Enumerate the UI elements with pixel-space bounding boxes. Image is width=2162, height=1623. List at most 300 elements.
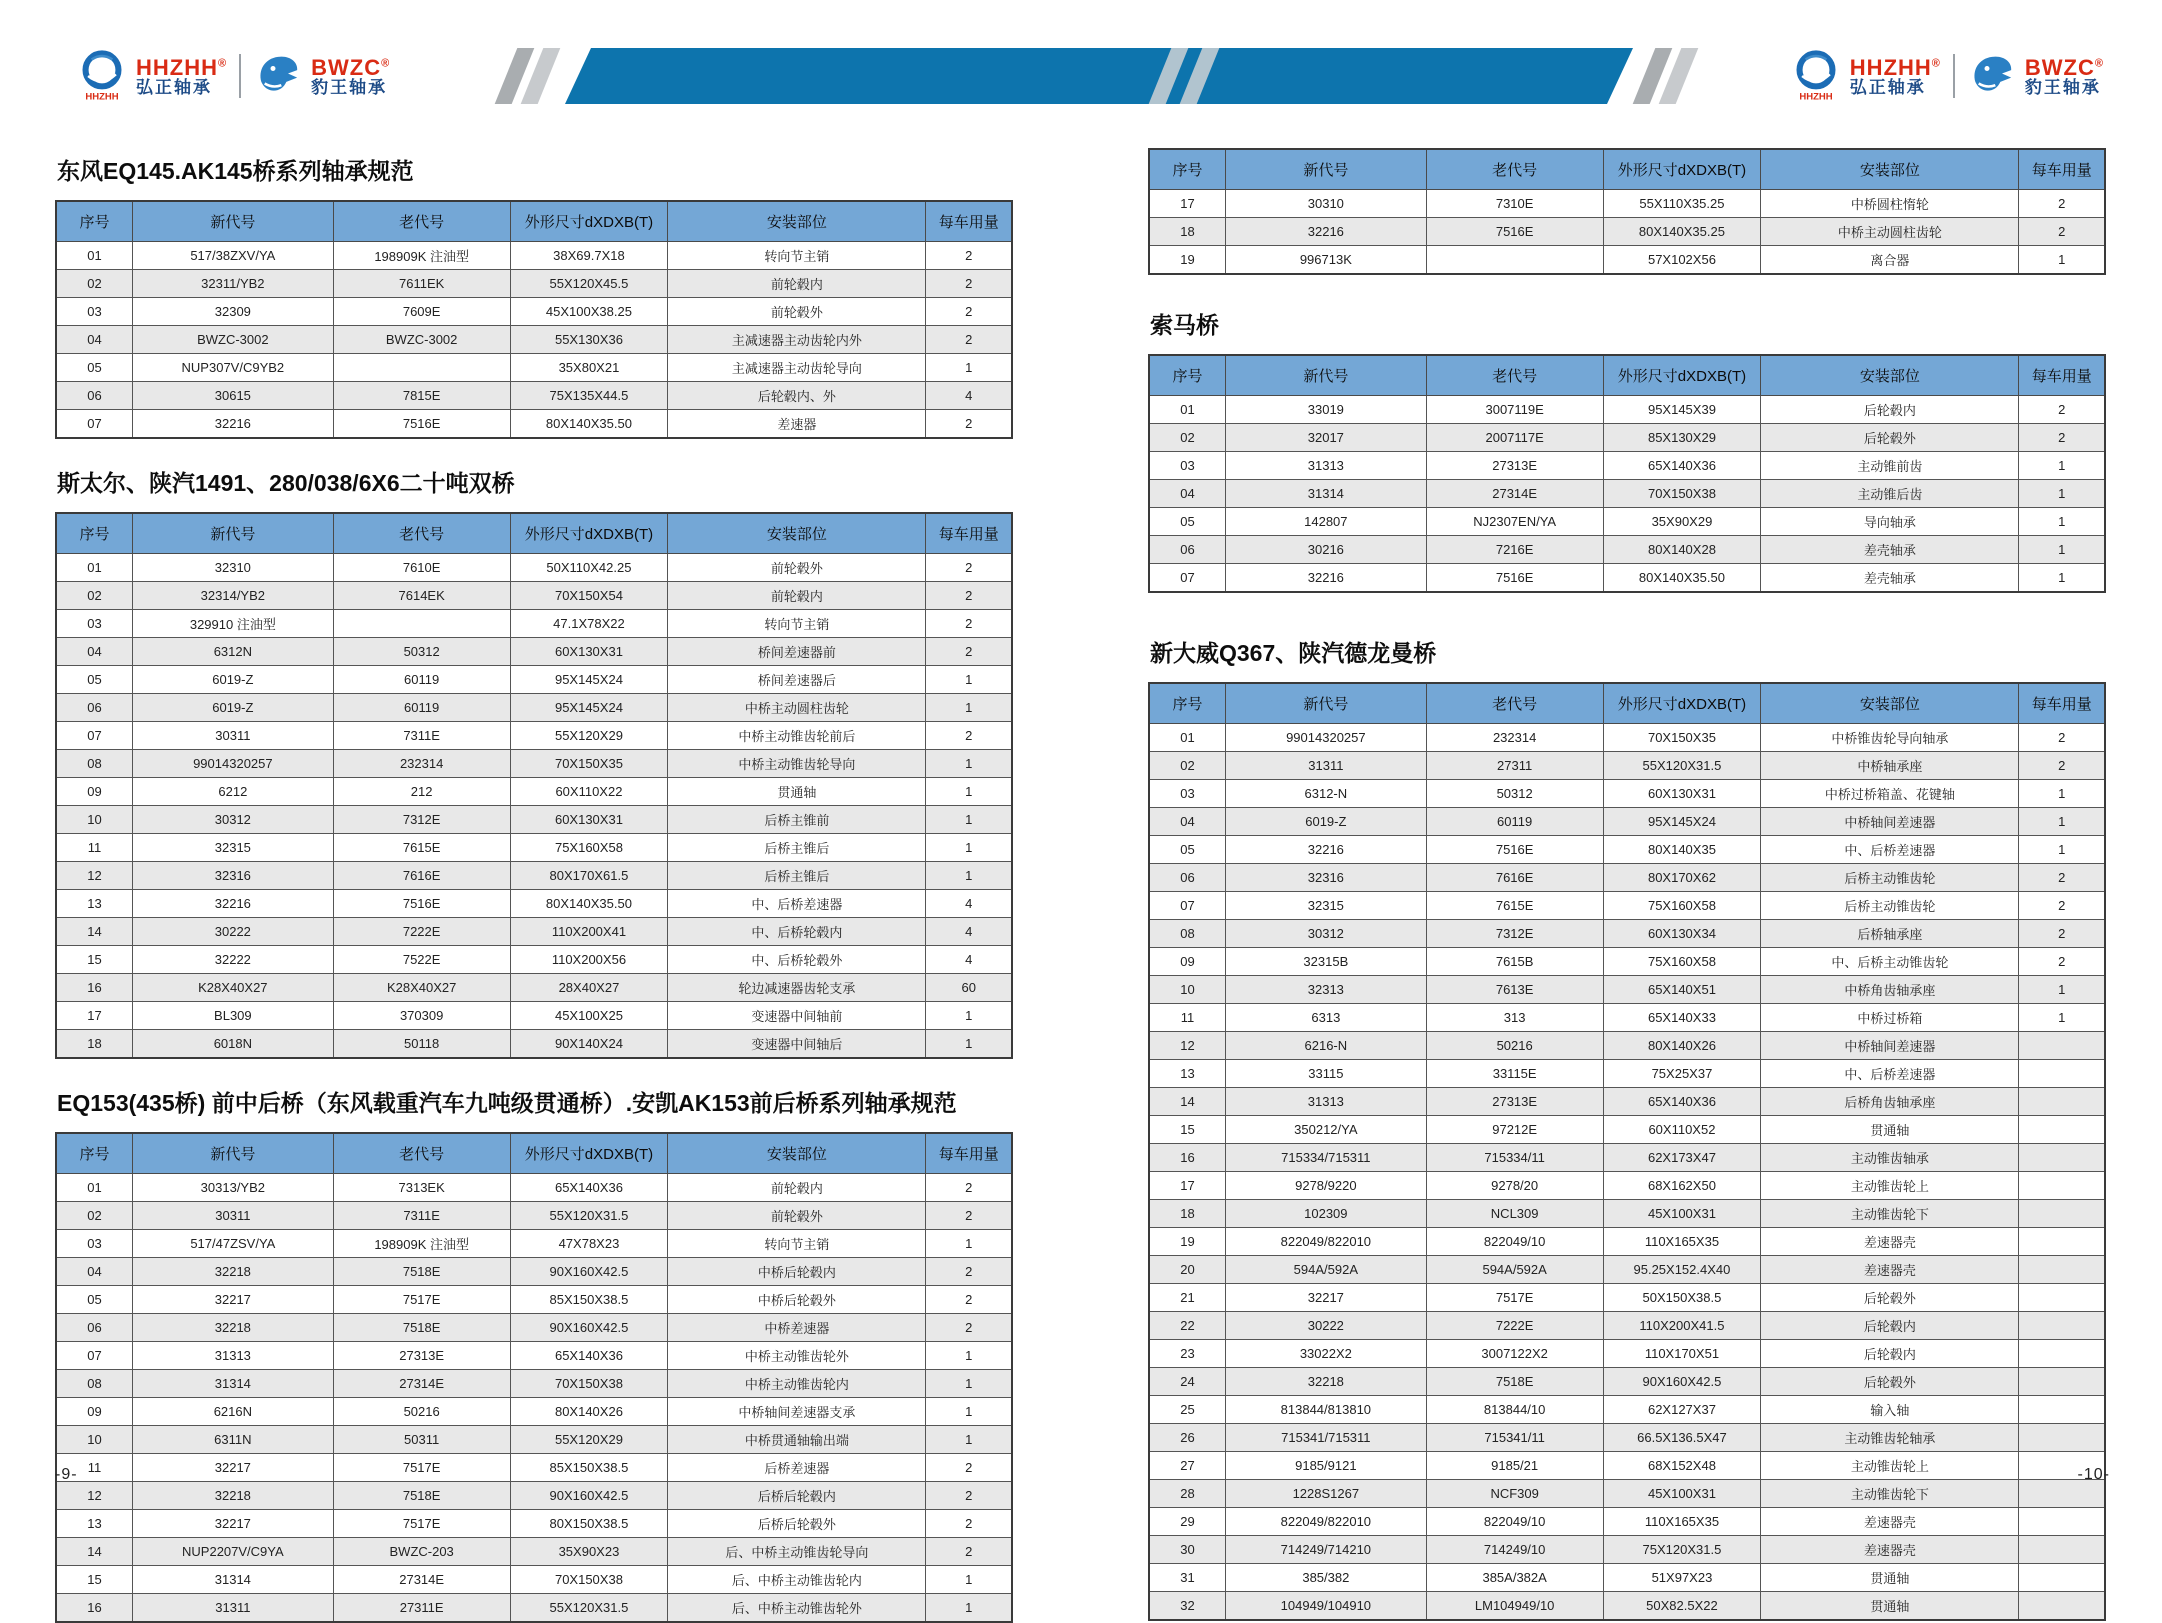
table-cell: 差壳轴承 — [1761, 564, 2019, 593]
table-cell: 70X150X38 — [1603, 480, 1761, 508]
table-cell: 中桥主动圆柱齿轮 — [1761, 218, 2019, 246]
table-cell: 50312 — [1426, 780, 1603, 808]
column-header: 新代号 — [132, 201, 333, 242]
table-cell: 142807 — [1225, 508, 1426, 536]
table-cell: 输入轴 — [1761, 1396, 2019, 1424]
table-cell: 1 — [2019, 1004, 2105, 1032]
table-cell: 07 — [56, 410, 132, 439]
table-title-xindawei-q367: 新大威Q367、陕汽德龙曼桥 — [1150, 640, 1437, 666]
table-cell: 06 — [56, 1314, 132, 1342]
table-cell: BL309 — [132, 1002, 333, 1030]
bwzc-leopard-icon — [253, 49, 303, 103]
table-cell: 后桥主锥后 — [668, 862, 926, 890]
bwzc-wordmark: BWZC® — [2024, 54, 2104, 80]
column-header: 序号 — [56, 513, 132, 554]
table-cell: 2 — [926, 1482, 1012, 1510]
table-cell: 7518E — [333, 1314, 510, 1342]
table-cell: 70X150X54 — [510, 582, 668, 610]
table-cell: 贯通轴 — [1761, 1116, 2019, 1144]
table-cell: 99014320257 — [1225, 724, 1426, 752]
table-cell: 32218 — [132, 1314, 333, 1342]
table-cell: 27311 — [1426, 752, 1603, 780]
table-cell: 04 — [56, 1258, 132, 1286]
table-row — [1149, 452, 2105, 480]
table-cell: 90X160X42.5 — [1603, 1368, 1761, 1396]
table-cell: 13 — [56, 1510, 132, 1538]
table-cell: 08 — [56, 750, 132, 778]
table-cell: 2 — [2019, 218, 2105, 246]
table-row — [1149, 1508, 2105, 1536]
table-cell: 中桥主动锥齿轮内 — [668, 1370, 926, 1398]
table-cell — [2019, 1032, 2105, 1060]
svg-text:HHZHH: HHZHH — [1799, 91, 1833, 103]
hhzhh-logo-unit — [76, 47, 227, 105]
table-row — [1149, 892, 2105, 920]
table-cell: 95.25X152.4X40 — [1603, 1256, 1761, 1284]
table-cell: 385A/382A — [1426, 1564, 1603, 1592]
table-header-row — [1149, 355, 2105, 396]
table-cell: 32315 — [132, 834, 333, 862]
table-cell: 2 — [926, 1258, 1012, 1286]
table-cell: 2 — [926, 1314, 1012, 1342]
table-row — [56, 382, 1012, 410]
column-header: 新代号 — [132, 1133, 333, 1174]
registered-mark: ® — [1931, 57, 1941, 70]
brand-logos-left — [76, 46, 390, 106]
table-row — [1149, 1536, 2105, 1564]
table-cell: 转向节主销 — [668, 1230, 926, 1258]
table-cell: 65X140X36 — [1603, 1088, 1761, 1116]
table-cell: 1 — [2019, 452, 2105, 480]
table-cell: 02 — [56, 582, 132, 610]
table-cell: 7611EK — [333, 270, 510, 298]
table-cell: 7516E — [333, 890, 510, 918]
table-cell: 1 — [926, 862, 1012, 890]
table-cell — [333, 610, 510, 638]
table-row — [56, 890, 1012, 918]
table-cell: 27313E — [1426, 452, 1603, 480]
table-cell: 1 — [2019, 508, 2105, 536]
table-cell: 29 — [1149, 1508, 1225, 1536]
table-cell: 7312E — [1426, 920, 1603, 948]
table-cell: 2 — [926, 1286, 1012, 1314]
table-cell: 后、中桥主动锥齿轮内 — [668, 1566, 926, 1594]
table-cell: 后轮毂内 — [1761, 396, 2019, 424]
table-cell: 2 — [926, 270, 1012, 298]
table-header-row — [56, 1133, 1012, 1174]
table-cell: 31314 — [132, 1566, 333, 1594]
table-cell: 16 — [56, 974, 132, 1002]
table-cell: 32216 — [132, 890, 333, 918]
table-cell: 2 — [2019, 920, 2105, 948]
table-cell: 85X150X38.5 — [510, 1286, 668, 1314]
table-cell: 后轮毂外 — [1761, 424, 2019, 452]
table-row — [1149, 752, 2105, 780]
table-cell: 18 — [1149, 1200, 1225, 1228]
table-cell: 9278/9220 — [1225, 1172, 1426, 1200]
table-cell: 贯通轴 — [668, 778, 926, 806]
table-cell: 15 — [56, 1566, 132, 1594]
table-cell: 60X110X52 — [1603, 1116, 1761, 1144]
table-cell: 04 — [1149, 480, 1225, 508]
table-cell: 主动锥齿轴承 — [1761, 1144, 2019, 1172]
table-cell: 9185/21 — [1426, 1452, 1603, 1480]
table-cell — [2019, 1200, 2105, 1228]
table-cell: 2 — [2019, 724, 2105, 752]
table-cell: 50X150X38.5 — [1603, 1284, 1761, 1312]
table-cell: 11 — [1149, 1004, 1225, 1032]
table-cell: 前轮毂外 — [668, 298, 926, 326]
table-cell: 28X40X27 — [510, 974, 668, 1002]
table-cell: 中桥主动锥齿轮前后 — [668, 722, 926, 750]
table-cell: 2 — [926, 1174, 1012, 1202]
column-header: 每车用量 — [926, 1133, 1012, 1174]
table-cell: 7516E — [1426, 218, 1603, 246]
table-cell: 32216 — [1225, 218, 1426, 246]
table-cell: BWZC-203 — [333, 1538, 510, 1566]
table-cell: 55X130X36 — [510, 326, 668, 354]
table-cell: 中、后桥轮毂外 — [668, 946, 926, 974]
table-cell: 中桥圆柱惰轮 — [1761, 190, 2019, 218]
table-cell: 后桥后轮毂外 — [668, 1510, 926, 1538]
table-cell: 26 — [1149, 1424, 1225, 1452]
column-header: 每车用量 — [2019, 355, 2105, 396]
table-cell: 1 — [926, 1230, 1012, 1258]
table-cell: 75X160X58 — [510, 834, 668, 862]
table-cell: 350212/YA — [1225, 1116, 1426, 1144]
bwzc-leopard-icon — [1967, 49, 2017, 103]
table-cell: 6312N — [132, 638, 333, 666]
table-row — [56, 1202, 1012, 1230]
table-cell: 110X165X35 — [1603, 1508, 1761, 1536]
table-cell: 2 — [2019, 892, 2105, 920]
table-row — [56, 1230, 1012, 1258]
table-row — [1149, 948, 2105, 976]
table-cell: 17 — [1149, 1172, 1225, 1200]
table-row — [56, 638, 1012, 666]
table-cell: 60X110X22 — [510, 778, 668, 806]
table-cell: 7615E — [333, 834, 510, 862]
table-cell: 20 — [1149, 1256, 1225, 1284]
table-cell: 7311E — [333, 722, 510, 750]
table-cell: 2 — [2019, 948, 2105, 976]
table-cell: 30312 — [1225, 920, 1426, 948]
table-cell: 24 — [1149, 1368, 1225, 1396]
table-cell: 62X127X37 — [1603, 1396, 1761, 1424]
table-cell: 07 — [1149, 564, 1225, 593]
table-cell: 7616E — [333, 862, 510, 890]
table-cell: 822049/10 — [1426, 1228, 1603, 1256]
table-cell: 03 — [56, 298, 132, 326]
table-cell: 31313 — [132, 1342, 333, 1370]
table-cell: 03 — [56, 1230, 132, 1258]
table-row — [1149, 1480, 2105, 1508]
table-cell: 35X90X29 — [1603, 508, 1761, 536]
table-cell: 2 — [2019, 190, 2105, 218]
table-cell: 6212 — [132, 778, 333, 806]
table-cell: 1 — [2019, 480, 2105, 508]
table-cell: 桥间差速器前 — [668, 638, 926, 666]
table-cell: 75X25X37 — [1603, 1060, 1761, 1088]
table-cell: 32309 — [132, 298, 333, 326]
table-cell: 45X100X31 — [1603, 1480, 1761, 1508]
table-cell: 1 — [2019, 246, 2105, 275]
table-cell: 2 — [926, 1202, 1012, 1230]
table-cell: 主减速器主动齿轮内外 — [668, 326, 926, 354]
table-cell: 45X100X25 — [510, 1002, 668, 1030]
table-row — [56, 554, 1012, 582]
table-cell — [2019, 1424, 2105, 1452]
table-cell: 后、中桥主动锥齿轮导向 — [668, 1538, 926, 1566]
table-cell: 14 — [56, 1538, 132, 1566]
table-cell: 6216-N — [1225, 1032, 1426, 1060]
table-cell: 19 — [1149, 246, 1225, 275]
table-cell: 66.5X136.5X47 — [1603, 1424, 1761, 1452]
table-row — [1149, 564, 2105, 593]
table-cell: 80X140X28 — [1603, 536, 1761, 564]
table-cell: 04 — [56, 326, 132, 354]
table-cell: 后桥主锥后 — [668, 834, 926, 862]
table-cell: 65X140X51 — [1603, 976, 1761, 1004]
table-cell: 80X150X38.5 — [510, 1510, 668, 1538]
table-cell: 27314E — [1426, 480, 1603, 508]
table-cell: 30222 — [132, 918, 333, 946]
table-cell: 中桥过桥箱盖、花键轴 — [1761, 780, 2019, 808]
table-cell: 2 — [926, 1454, 1012, 1482]
table-row — [1149, 1004, 2105, 1032]
table-cell: 70X150X38 — [510, 1370, 668, 1398]
table-cell: 32316 — [132, 862, 333, 890]
table-cell: 中桥轴间差速器支承 — [668, 1398, 926, 1426]
table-cell: 07 — [56, 1342, 132, 1370]
table-cell: 95X145X39 — [1603, 396, 1761, 424]
table-cell: 32315B — [1225, 948, 1426, 976]
table-cell: 7313EK — [333, 1174, 510, 1202]
table-cell: 594A/592A — [1225, 1256, 1426, 1284]
table-row — [56, 1002, 1012, 1030]
table-cell: 12 — [56, 862, 132, 890]
table-cell: 轮边减速器齿轮支承 — [668, 974, 926, 1002]
table-cell: 1 — [926, 1398, 1012, 1426]
table-cell: 06 — [1149, 864, 1225, 892]
table-cell: 714249/714210 — [1225, 1536, 1426, 1564]
table-cell: 中桥角齿轴承座 — [1761, 976, 2019, 1004]
table-cell: 中、后桥轮毂内 — [668, 918, 926, 946]
table-cell: 80X140X35.25 — [1603, 218, 1761, 246]
table-header-row — [56, 513, 1012, 554]
table-cell: 32217 — [132, 1510, 333, 1538]
bearing-spec-table — [1148, 682, 2106, 1621]
table-row — [1149, 1228, 2105, 1256]
table-cell: 7615E — [1426, 892, 1603, 920]
registered-mark: ® — [218, 57, 228, 70]
table-cell: 1 — [926, 1594, 1012, 1623]
table-row — [1149, 1060, 2105, 1088]
table-row — [56, 1566, 1012, 1594]
table-cell: 70X150X35 — [1603, 724, 1761, 752]
table-cell: 16 — [1149, 1144, 1225, 1172]
table-cell: 13 — [56, 890, 132, 918]
table-cell: 中桥主动锥齿轮外 — [668, 1342, 926, 1370]
table-cell: 60X130X31 — [1603, 780, 1761, 808]
table-cell: 后轮毂外 — [1761, 1368, 2019, 1396]
table-row — [56, 778, 1012, 806]
table-cell: 1 — [926, 1566, 1012, 1594]
table-cell: 80X140X35 — [1603, 836, 1761, 864]
table-cell: 47X78X23 — [510, 1230, 668, 1258]
brand-logos-right — [1790, 46, 2104, 106]
table-cell: 差速器壳 — [1761, 1508, 2019, 1536]
table-row — [56, 1314, 1012, 1342]
table-cell: 2 — [926, 1538, 1012, 1566]
table-row — [56, 1370, 1012, 1398]
table-row — [1149, 836, 2105, 864]
table-cell: 517/47ZSV/YA — [132, 1230, 333, 1258]
table-cell: 前轮毂外 — [668, 554, 926, 582]
table-row — [56, 410, 1012, 439]
table-cell: 03 — [1149, 780, 1225, 808]
table-cell: 中桥后轮毂内 — [668, 1258, 926, 1286]
column-header: 每车用量 — [926, 201, 1012, 242]
table-row — [56, 1454, 1012, 1482]
table-cell: 09 — [56, 1398, 132, 1426]
table-cell: 1 — [926, 806, 1012, 834]
catalog-page-left — [55, 103, 1013, 1623]
table-cell: 55X120X45.5 — [510, 270, 668, 298]
table-cell: 前轮毂外 — [668, 1202, 926, 1230]
table-cell: 80X140X35.50 — [510, 890, 668, 918]
table-cell: 813844/10 — [1426, 1396, 1603, 1424]
column-header: 老代号 — [333, 201, 510, 242]
table-cell: 13 — [1149, 1060, 1225, 1088]
table-cell: 01 — [56, 242, 132, 270]
table-cell: 2 — [926, 298, 1012, 326]
table-cell — [1426, 246, 1603, 275]
table-cell: 6216N — [132, 1398, 333, 1426]
table-cell: 32313 — [1225, 976, 1426, 1004]
table-cell: 28 — [1149, 1480, 1225, 1508]
table-cell: 1 — [2019, 536, 2105, 564]
table-row — [56, 270, 1012, 298]
table-cell: 离合器 — [1761, 246, 2019, 275]
table-cell: 中桥锥齿轮导向轴承 — [1761, 724, 2019, 752]
table-cell: 03 — [1149, 452, 1225, 480]
table-cell: 1228S1267 — [1225, 1480, 1426, 1508]
table-cell: 2 — [926, 410, 1012, 439]
table-row — [56, 298, 1012, 326]
table-cell: 09 — [56, 778, 132, 806]
table-cell: 后轮毂内、外 — [668, 382, 926, 410]
table-cell: 06 — [56, 694, 132, 722]
table-cell: 90X160X42.5 — [510, 1314, 668, 1342]
table-cell: 55X110X35.25 — [1603, 190, 1761, 218]
table-cell: 50216 — [333, 1398, 510, 1426]
table-row — [56, 354, 1012, 382]
table-cell: 中桥主动圆柱齿轮 — [668, 694, 926, 722]
table-cell: 3007119E — [1426, 396, 1603, 424]
table-cell: 110X200X56 — [510, 946, 668, 974]
table-cell: 75X135X44.5 — [510, 382, 668, 410]
table-cell: 1 — [926, 666, 1012, 694]
table-cell: NJ2307EN/YA — [1426, 508, 1603, 536]
table-cell: 3007122X2 — [1426, 1340, 1603, 1368]
table-cell: 1 — [926, 834, 1012, 862]
table-row — [1149, 508, 2105, 536]
table-cell: 62X173X47 — [1603, 1144, 1761, 1172]
table-row — [1149, 1592, 2105, 1621]
table-row — [1149, 808, 2105, 836]
table-cell: 9185/9121 — [1225, 1452, 1426, 1480]
table-cell: 90X160X42.5 — [510, 1258, 668, 1286]
table-row — [1149, 1424, 2105, 1452]
table-cell: 38X69.7X18 — [510, 242, 668, 270]
table-cell: 32217 — [132, 1286, 333, 1314]
table-cell: 05 — [56, 1286, 132, 1314]
table-cell — [2019, 1312, 2105, 1340]
table-cell: 15 — [56, 946, 132, 974]
table-cell: 差壳轴承 — [1761, 536, 2019, 564]
table-cell: 45X100X38.25 — [510, 298, 668, 326]
table-row — [56, 806, 1012, 834]
table-row — [56, 610, 1012, 638]
table-cell: 06 — [56, 382, 132, 410]
table-cell: 32218 — [132, 1258, 333, 1286]
table-cell: 65X140X36 — [510, 1342, 668, 1370]
table-cell: 04 — [56, 638, 132, 666]
table-cell: 05 — [56, 666, 132, 694]
svg-text:HHZHH: HHZHH — [85, 91, 119, 103]
table-cell: 18 — [56, 1030, 132, 1059]
table-cell: 65X140X33 — [1603, 1004, 1761, 1032]
table-cell: 中桥轴间差速器 — [1761, 1032, 2019, 1060]
column-header: 序号 — [56, 201, 132, 242]
table-eq153-ak153 — [55, 1132, 1013, 1623]
table-cell: 桥间差速器后 — [668, 666, 926, 694]
column-header: 每车用量 — [2019, 683, 2105, 724]
table-cell: 后桥角齿轴承座 — [1761, 1088, 2019, 1116]
hhzhh-wordmark: HHZHH® — [136, 54, 228, 80]
hhzhh-wordmark: HHZHH® — [1849, 54, 1941, 80]
table-cell: 差速器壳 — [1761, 1536, 2019, 1564]
hhzhh-bearing-icon — [76, 47, 128, 105]
table-cell: 2 — [926, 1510, 1012, 1538]
table-cell: 51X97X23 — [1603, 1564, 1761, 1592]
table-cell: 1 — [926, 1342, 1012, 1370]
header-banner — [565, 48, 1633, 104]
column-header: 安装部位 — [1761, 355, 2019, 396]
table-cell: 7517E — [333, 1454, 510, 1482]
table-cell: 32310 — [132, 554, 333, 582]
table-cell: 7517E — [333, 1510, 510, 1538]
table-cell: 19 — [1149, 1228, 1225, 1256]
table-row — [56, 722, 1012, 750]
table-cell — [2019, 1340, 2105, 1368]
table-row — [1149, 1564, 2105, 1592]
bwzc-chinese-name: 豹王轴承 — [311, 77, 388, 97]
table-cell: 45X100X31 — [1603, 1200, 1761, 1228]
table-cell: 198909K 注油型 — [333, 242, 510, 270]
table-cell: 50312 — [333, 638, 510, 666]
table-cell: 1 — [2019, 976, 2105, 1004]
table-cell — [2019, 1368, 2105, 1396]
table-cell: 17 — [1149, 190, 1225, 218]
table-cell: 35X80X21 — [510, 354, 668, 382]
table-cell — [2019, 1144, 2105, 1172]
table-cell: 09 — [1149, 948, 1225, 976]
column-header: 外形尺寸dXDXB(T) — [510, 1133, 668, 1174]
table-cell: 32314/YB2 — [132, 582, 333, 610]
table-cell: 55X120X29 — [510, 1426, 668, 1454]
